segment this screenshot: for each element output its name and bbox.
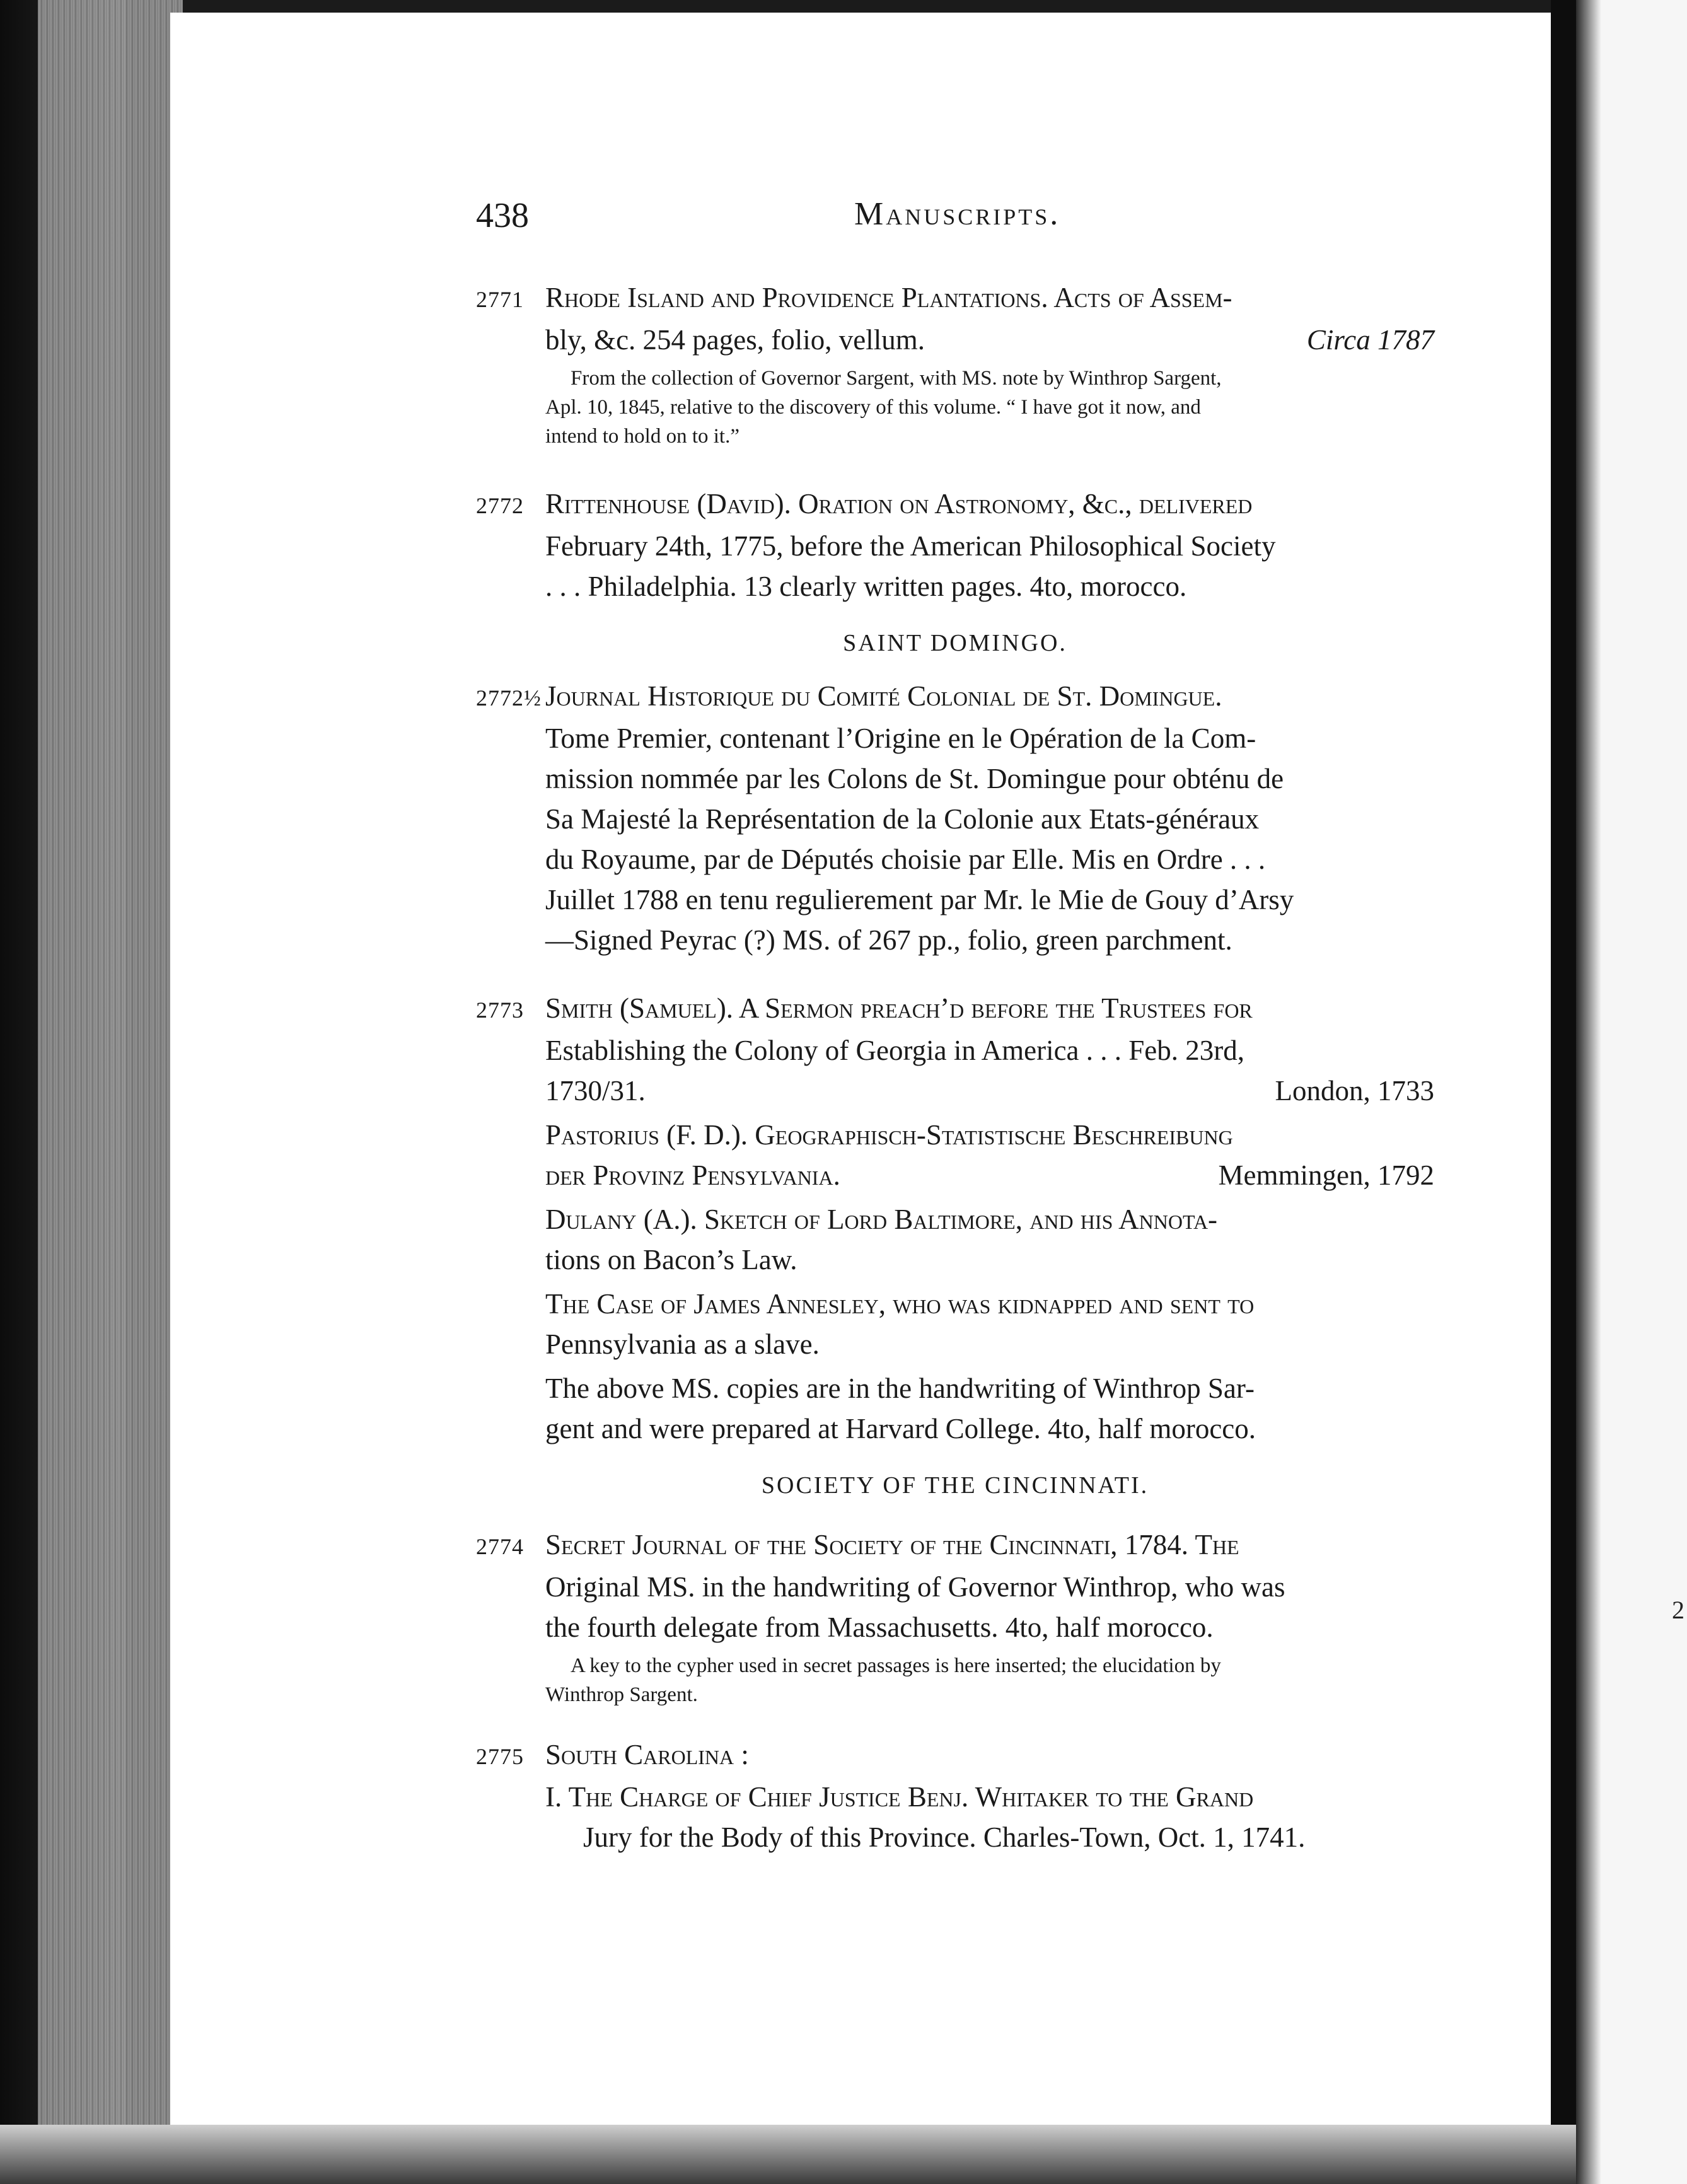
- entry-2772-line1: 2772 Rittenhouse (David). Oration on Astronomy, &c., delivered: [545, 484, 1434, 526]
- entry-number: 2775: [476, 1744, 524, 1769]
- case-line1: The Case of James Annesley, who was kidnapped and sent to: [545, 1288, 1255, 1320]
- entry-number: 2772½: [476, 685, 542, 711]
- entry-2775-line1: 2775 South Carolina :: [545, 1734, 1434, 1777]
- dulany-line1: Dulany (A.). Sketch of Lord Baltimore, and his Annota-: [545, 1204, 1218, 1235]
- entry-2771-note: From the collection of Governor Sargent, with MS. note by Winthrop Sargent,: [571, 367, 1222, 390]
- dulany-line2: tions on Bacon’s Law.: [545, 1244, 797, 1275]
- entry-number: 2771: [476, 287, 524, 312]
- entry-number: 2774: [476, 1534, 524, 1559]
- page-heading: Manuscripts.: [854, 196, 1061, 232]
- entry-2773-line1: 2773 Smith (Samuel). A Sermon preach’d before the Trustees for: [545, 988, 1434, 1030]
- section-heading-saint-domingo: SAINT DOMINGO.: [843, 630, 1067, 656]
- entry-2771: 2771 Rhode Island and Providence Plantations. Acts of Assem- bly, &c. 254 pages, folio, vellum. Circa 1787 From the collection of Governor Sargent, with MS. note by Winthrop Sargent, Apl. 10, 1845, relative to the discovery of this volume. “ I have got it now, and intend to hold on to it.”: [476, 277, 1434, 451]
- pastorius-line1: Pastorius (F. D.). Geographisch-Statistische Beschreibung: [545, 1119, 1233, 1151]
- entry-2774: 2774 Secret Journal of the Society of the Cincinnati, 1784. The Original MS. in the handwriting of Governor Winthrop, who was the fourth delegate from Massachusetts. 4to, half morocco. A key to the cypher used in secret passages is here inserted; the elucidation by Winthrop Sargent.: [476, 1525, 1434, 1709]
- next-page-gutter: [1576, 0, 1601, 2184]
- running-head: [476, 195, 1422, 246]
- entry-2775: 2775 South Carolina : I. The Charge of Chief Justice Benj. Whitaker to the Grand Jury for the Body of this Province. Charles-Town, Oct. 1, 1741.: [476, 1734, 1434, 1857]
- entry-2771-line1: 2771 Rhode Island and Providence Plantations. Acts of Assem-: [545, 277, 1434, 320]
- page-number: 438: [476, 196, 529, 235]
- entry-2774-line1: 2774 Secret Journal of the Society of the Cincinnati, 1784. The: [545, 1525, 1434, 1567]
- entry-2774-note: A key to the cypher used in secret passages is here inserted; the elucidation by: [571, 1654, 1221, 1677]
- page-stack-edge: [38, 0, 183, 2184]
- entry-2772: 2772 Rittenhouse (David). Oration on Astronomy, &c., delivered February 24th, 1775, before the American Philosophical Society . . . Philadelphia. 13 clearly written pages. 4to, morocco.: [476, 484, 1434, 607]
- entry-2771-line2: bly, &c. 254 pages, folio, vellum. Circa 1787: [545, 324, 1434, 356]
- entry-2775-item1: I. The Charge of Chief Justice Benj. Whitaker to the Grand: [545, 1781, 1254, 1813]
- page-content: [476, 277, 1434, 1857]
- entry-number: 2772: [476, 493, 524, 518]
- section-heading-cincinnati: SOCIETY OF THE CINCINNATI.: [761, 1472, 1149, 1499]
- above-line2: gent and were prepared at Harvard College. 4to, half morocco.: [545, 1413, 1256, 1444]
- bottom-shadow: [0, 2125, 1576, 2184]
- pastorius-line2: der Provinz Pensylvania. Memmingen, 1792: [545, 1159, 1434, 1191]
- entry-2773: 2773 Smith (Samuel). A Sermon preach’d before the Trustees for Establishing the Colony of Georgia in America . . . Feb. 23rd, 1730/31. London, 1733 Pastorius (F. D.). Geographisch-Statistische Beschreibung der Provinz Pensylvania. Memmingen, 1792 Dulany (A.). Sketch of Lord Baltimore, and his Annota- tions on Bacon’s Law. The Case of James Annesley, who was kidnapped and sent to Pennsylvania as a slave. The above MS. copies are in the handwriting of Winthrop Sar- gent and were prepared at Harvard College. 4to, half morocco.: [476, 988, 1434, 1449]
- entry-2772-half-line1: 2772½ Journal Historique du Comité Colonial de St. Domingue.: [545, 676, 1434, 718]
- entry-number: 2773: [476, 997, 524, 1023]
- above-line1: The above MS. copies are in the handwriting of Winthrop Sar-: [545, 1373, 1255, 1404]
- gutter-shadow: [1551, 0, 1576, 2184]
- entry-2772-half: 2772½ Journal Historique du Comité Colonial de St. Domingue. Tome Premier, contenant l’Origine en le Opération de la Com- mission nommée par les Colons de St. Domingue pour obténu de Sa Majesté la Représentation de la Colonie aux Etats-généraux du Royaume, par de Députés choisie par Elle. Mis en Ordre . . . Juillet 1788 en tenu regulierement par Mr. le Mie de Gouy d’Arsy —Signed Peyrac (?) MS. of 267 pp., folio, green parchment.: [476, 676, 1434, 960]
- next-page-fragment: 2: [1672, 1596, 1684, 1624]
- case-line2: Pennsylvania as a slave.: [545, 1328, 820, 1360]
